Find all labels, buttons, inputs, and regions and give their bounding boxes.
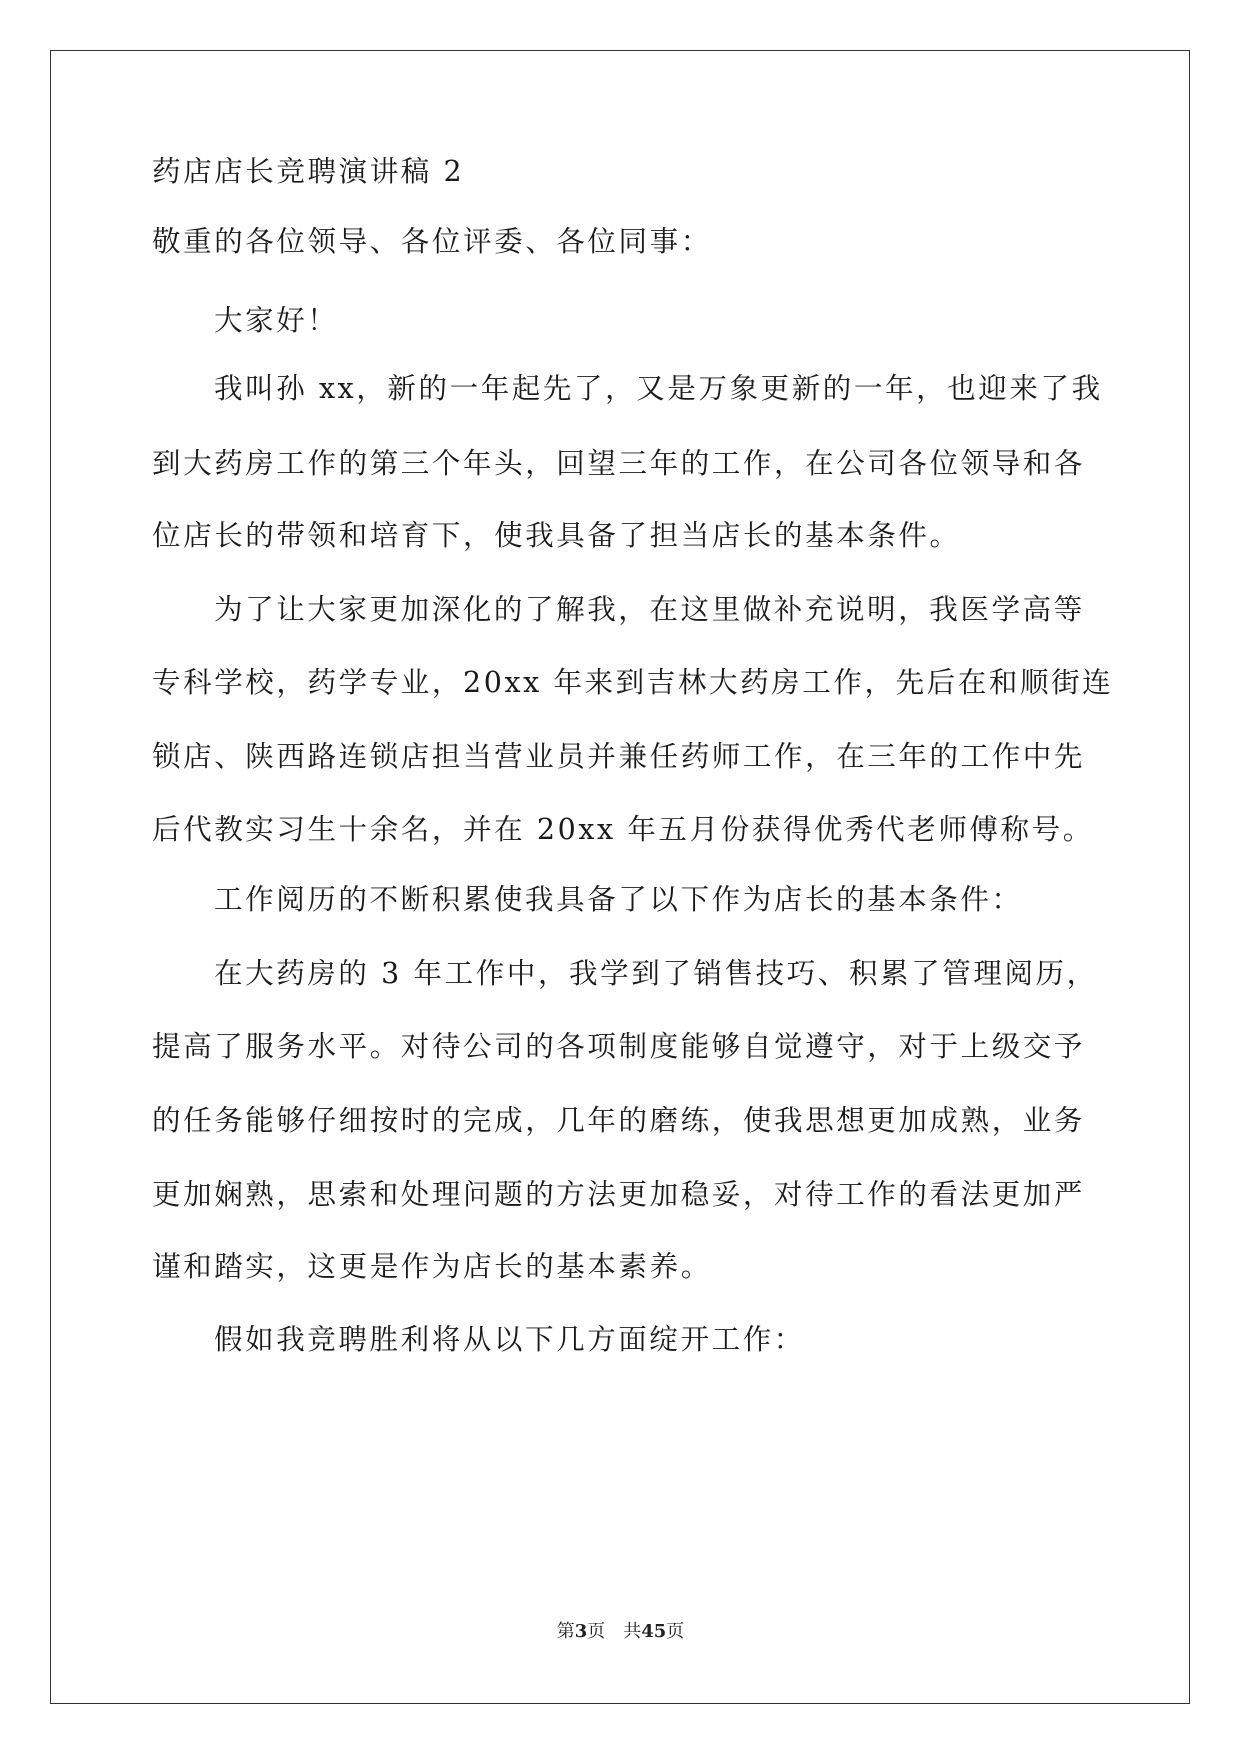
paragraph-4-line-3: 的任务能够仔细按时的完成，几年的磨练，使我思想更加成熟，业务 <box>152 1104 1086 1137</box>
paragraph-4-line-5: 谨和踏实，这更是作为店长的基本素养。 <box>152 1250 712 1283</box>
page-border <box>50 50 1190 1704</box>
page-footer <box>0 1620 1241 1644</box>
paragraph-4-line-1: 在大药房的 3 年工作中，我学到了销售技巧、积累了管理阅历， <box>214 957 1098 990</box>
paragraph-4-line-4: 更加娴熟，思索和处理问题的方法更加稳妥，对待工作的看法更加严 <box>152 1178 1086 1211</box>
document-title: 药店店长竞聘演讲稿 2 <box>152 155 465 188</box>
paragraph-2-line-4: 后代教实习生十余名，并在 20xx 年五月份获得优秀代老师傅称号。 <box>152 813 1094 846</box>
paragraph-1-line-1: 我叫孙 xx，新的一年起先了，又是万象更新的一年，也迎来了我 <box>214 372 1103 405</box>
paragraph-2-line-1: 为了让大家更加深化的了解我，在这里做补充说明，我医学高等 <box>214 593 1085 626</box>
footer-page-number: 3 <box>574 1621 588 1642</box>
greeting: 大家好！ <box>214 304 339 337</box>
paragraph-2-line-3: 锁店、陕西路连锁店担当营业员并兼任药师工作，在三年的工作中先 <box>152 740 1086 773</box>
paragraph-5-line-1: 假如我竞聘胜利将从以下几方面绽开工作： <box>214 1323 805 1356</box>
paragraph-1-line-3: 位店长的带领和培育下，使我具备了担当店长的基本条件。 <box>152 519 961 552</box>
footer-page-mid: 页 共 <box>587 1621 642 1642</box>
paragraph-2-line-2: 专科学校，药学专业，20xx 年来到吉林大药房工作，先后在和顺街连 <box>152 666 1114 699</box>
footer-page-suffix: 页 <box>666 1621 685 1642</box>
paragraph-1-line-2: 到大药房工作的第三个年头，回望三年的工作，在公司各位领导和各 <box>152 447 1086 480</box>
salutation: 敬重的各位领导、各位评委、各位同事： <box>152 225 712 258</box>
paragraph-4-line-2: 提高了服务水平。对待公司的各项制度能够自觉遵守，对于上级交予 <box>152 1030 1086 1063</box>
footer-total-pages: 45 <box>641 1621 667 1642</box>
paragraph-3-line-1: 工作阅历的不断积累使我具备了以下作为店长的基本条件： <box>214 883 1023 916</box>
footer-page-prefix: 第 <box>556 1621 575 1642</box>
